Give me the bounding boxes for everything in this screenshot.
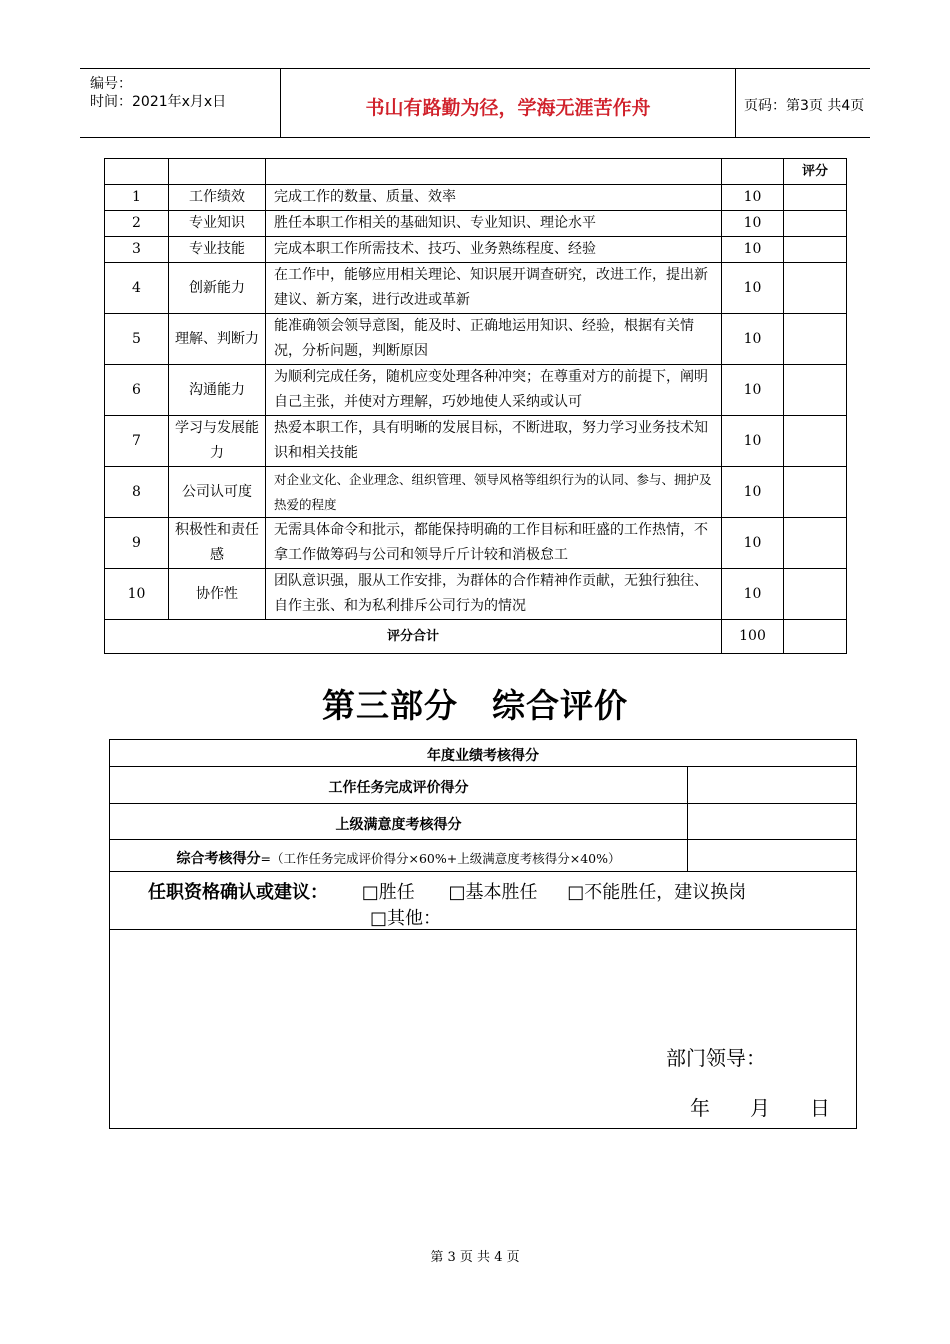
row-number-cell: 3 [105,237,169,263]
other-blank-line[interactable] [443,911,781,930]
row-points-cell: 10 [722,314,784,365]
row-score-cell [784,314,847,365]
row-description-cell: 为顺利完成任务，随机应变处理各种冲突；在尊重对方的前提下，阐明自己主张，并使对方理解，巧妙地使人采纳或认可 [266,365,722,416]
row-number-cell: 4 [105,263,169,314]
row-item-cell: 专业技能 [169,237,266,263]
row-description-cell: 能准确领会领导意图，能及时、正确地运用知识、经验，根据有关情况，分析问题，判断原因 [266,314,722,365]
score-header: 评分 [784,159,847,185]
header-left-cell [80,69,280,137]
table-row [105,314,847,365]
row-description-cell: 无需具体命令和批示，都能保持明确的工作目标和旺盛的工作热情，不拿工作做筹码与公司和领导斤斤计较和消极怠工 [266,518,722,569]
row-number-cell: 2 [105,211,169,237]
composite-formula: =（工作任务完成评价得分×60%+上级满意度考核得分×40%） [260,851,621,866]
row-number-cell: 8 [105,467,169,518]
table-row [105,237,847,263]
page-footer: 第 3 页 共 4 页 [430,1250,520,1265]
row-number-cell: 9 [105,518,169,569]
option-competent-checkbox[interactable]: □胜任 [361,882,415,903]
row-points-cell: 10 [722,467,784,518]
composite-score-label: 综合考核得分 [176,851,261,867]
page-number-label: 页码：第3页 共4页 [744,98,865,114]
superior-score-label: 上级满意度考核得分 [335,817,462,833]
header-cell-no [105,159,169,185]
table-row [105,569,847,620]
row-description-cell: 在工作中，能够应用相关理论、知识展开调查研究，改进工作，提出新建议、新方案，进行改进或革新 [266,263,722,314]
row-description-cell: 热爱本职工作，具有明晰的发展目标，不断进取，努力学习业务技术知识和相关技能 [266,416,722,467]
row-points-cell: 10 [722,416,784,467]
row-item-cell: 创新能力 [169,263,266,314]
row-score-cell [784,185,847,211]
section-title: 第三部分 综合评价 [322,686,628,725]
row-score-cell [784,518,847,569]
row-item-cell: 理解、判断力 [169,314,266,365]
qualification-label: 任职资格确认或建议： [148,882,328,903]
score-column-divider [687,767,688,871]
other-line [370,904,781,930]
table-row [105,518,847,569]
row-number-cell: 5 [105,314,169,365]
row-item-cell: 积极性和责任感 [169,518,266,569]
option-other-checkbox[interactable]: □其他： [370,908,442,929]
row-item-cell: 协作性 [169,569,266,620]
signature-date-label: 年 月 日 [690,1096,830,1120]
header-cell-desc [266,159,722,185]
table-row [105,185,847,211]
total-points: 100 [722,620,784,654]
header-cell-points [722,159,784,185]
row-description-cell: 团队意识强，服从工作安排，为群体的合作精神作贡献，无独行独往、自作主张、和为私利排斥公司行为的情况 [266,569,722,620]
row-number-cell: 6 [105,365,169,416]
option-basically-competent-checkbox[interactable]: □基本胜任 [448,882,538,903]
row-item-cell: 公司认可度 [169,467,266,518]
table-header-row [105,159,847,185]
row-score-cell [784,263,847,314]
row-score-cell [784,416,847,467]
row-score-cell [784,365,847,416]
row-points-cell: 10 [722,263,784,314]
time-label: 时间：2021年x月x日 [90,94,227,110]
row-points-cell: 10 [722,237,784,263]
row-description-cell: 完成本职工作所需技术、技巧、业务熟练程度、经验 [266,237,722,263]
document-header [80,68,870,138]
row-item-cell: 工作绩效 [169,185,266,211]
qualification-line [148,878,746,904]
composite-score-row [110,840,856,872]
row-item-cell: 学习与发展能力 [169,416,266,467]
row-score-cell [784,237,847,263]
row-description-cell: 对企业文化、企业理念、组织管理、领导风格等组织行为的认同、参与、拥护及热爱的程度 [266,467,722,518]
row-number-cell: 7 [105,416,169,467]
header-cell-item [169,159,266,185]
header-right-cell [736,69,870,137]
row-item-cell: 专业知识 [169,211,266,237]
row-points-cell: 10 [722,518,784,569]
table-row [105,211,847,237]
row-item-cell: 沟通能力 [169,365,266,416]
table-row [105,416,847,467]
total-label: 评分合计 [105,620,722,654]
header-middle-cell [280,69,736,137]
task-score-row [110,767,856,804]
option-not-competent-checkbox[interactable]: □不能胜任，建议换岗 [567,882,747,903]
table-row [105,263,847,314]
total-score-cell [784,620,847,654]
row-score-cell [784,211,847,237]
table-row [105,467,847,518]
row-description-cell: 胜任本职工作相关的基础知识、专业知识、理论水平 [266,211,722,237]
row-points-cell: 10 [722,365,784,416]
serial-label: 编号： [90,76,132,92]
row-score-cell [784,467,847,518]
annual-score-row [110,740,856,767]
row-points-cell: 10 [722,569,784,620]
evaluation-table-body [105,159,847,654]
comprehensive-evaluation-table [109,739,857,1129]
table-row [105,365,847,416]
composite-score-cell [110,848,687,868]
row-description-cell: 完成工作的数量、质量、效率 [266,185,722,211]
evaluation-table [104,158,847,654]
department-leader-label: 部门领导： [666,1046,766,1070]
superior-score-row [110,804,856,840]
motto-text: 书山有路勤为径，学海无涯苦作舟 [365,97,651,119]
row-number-cell: 10 [105,569,169,620]
task-score-label: 工作任务完成评价得分 [328,780,469,796]
total-row [105,620,847,654]
row-number-cell: 1 [105,185,169,211]
row-points-cell: 10 [722,185,784,211]
row-score-cell [784,569,847,620]
row-points-cell: 10 [722,211,784,237]
annual-score-title: 年度业绩考核得分 [427,748,539,764]
